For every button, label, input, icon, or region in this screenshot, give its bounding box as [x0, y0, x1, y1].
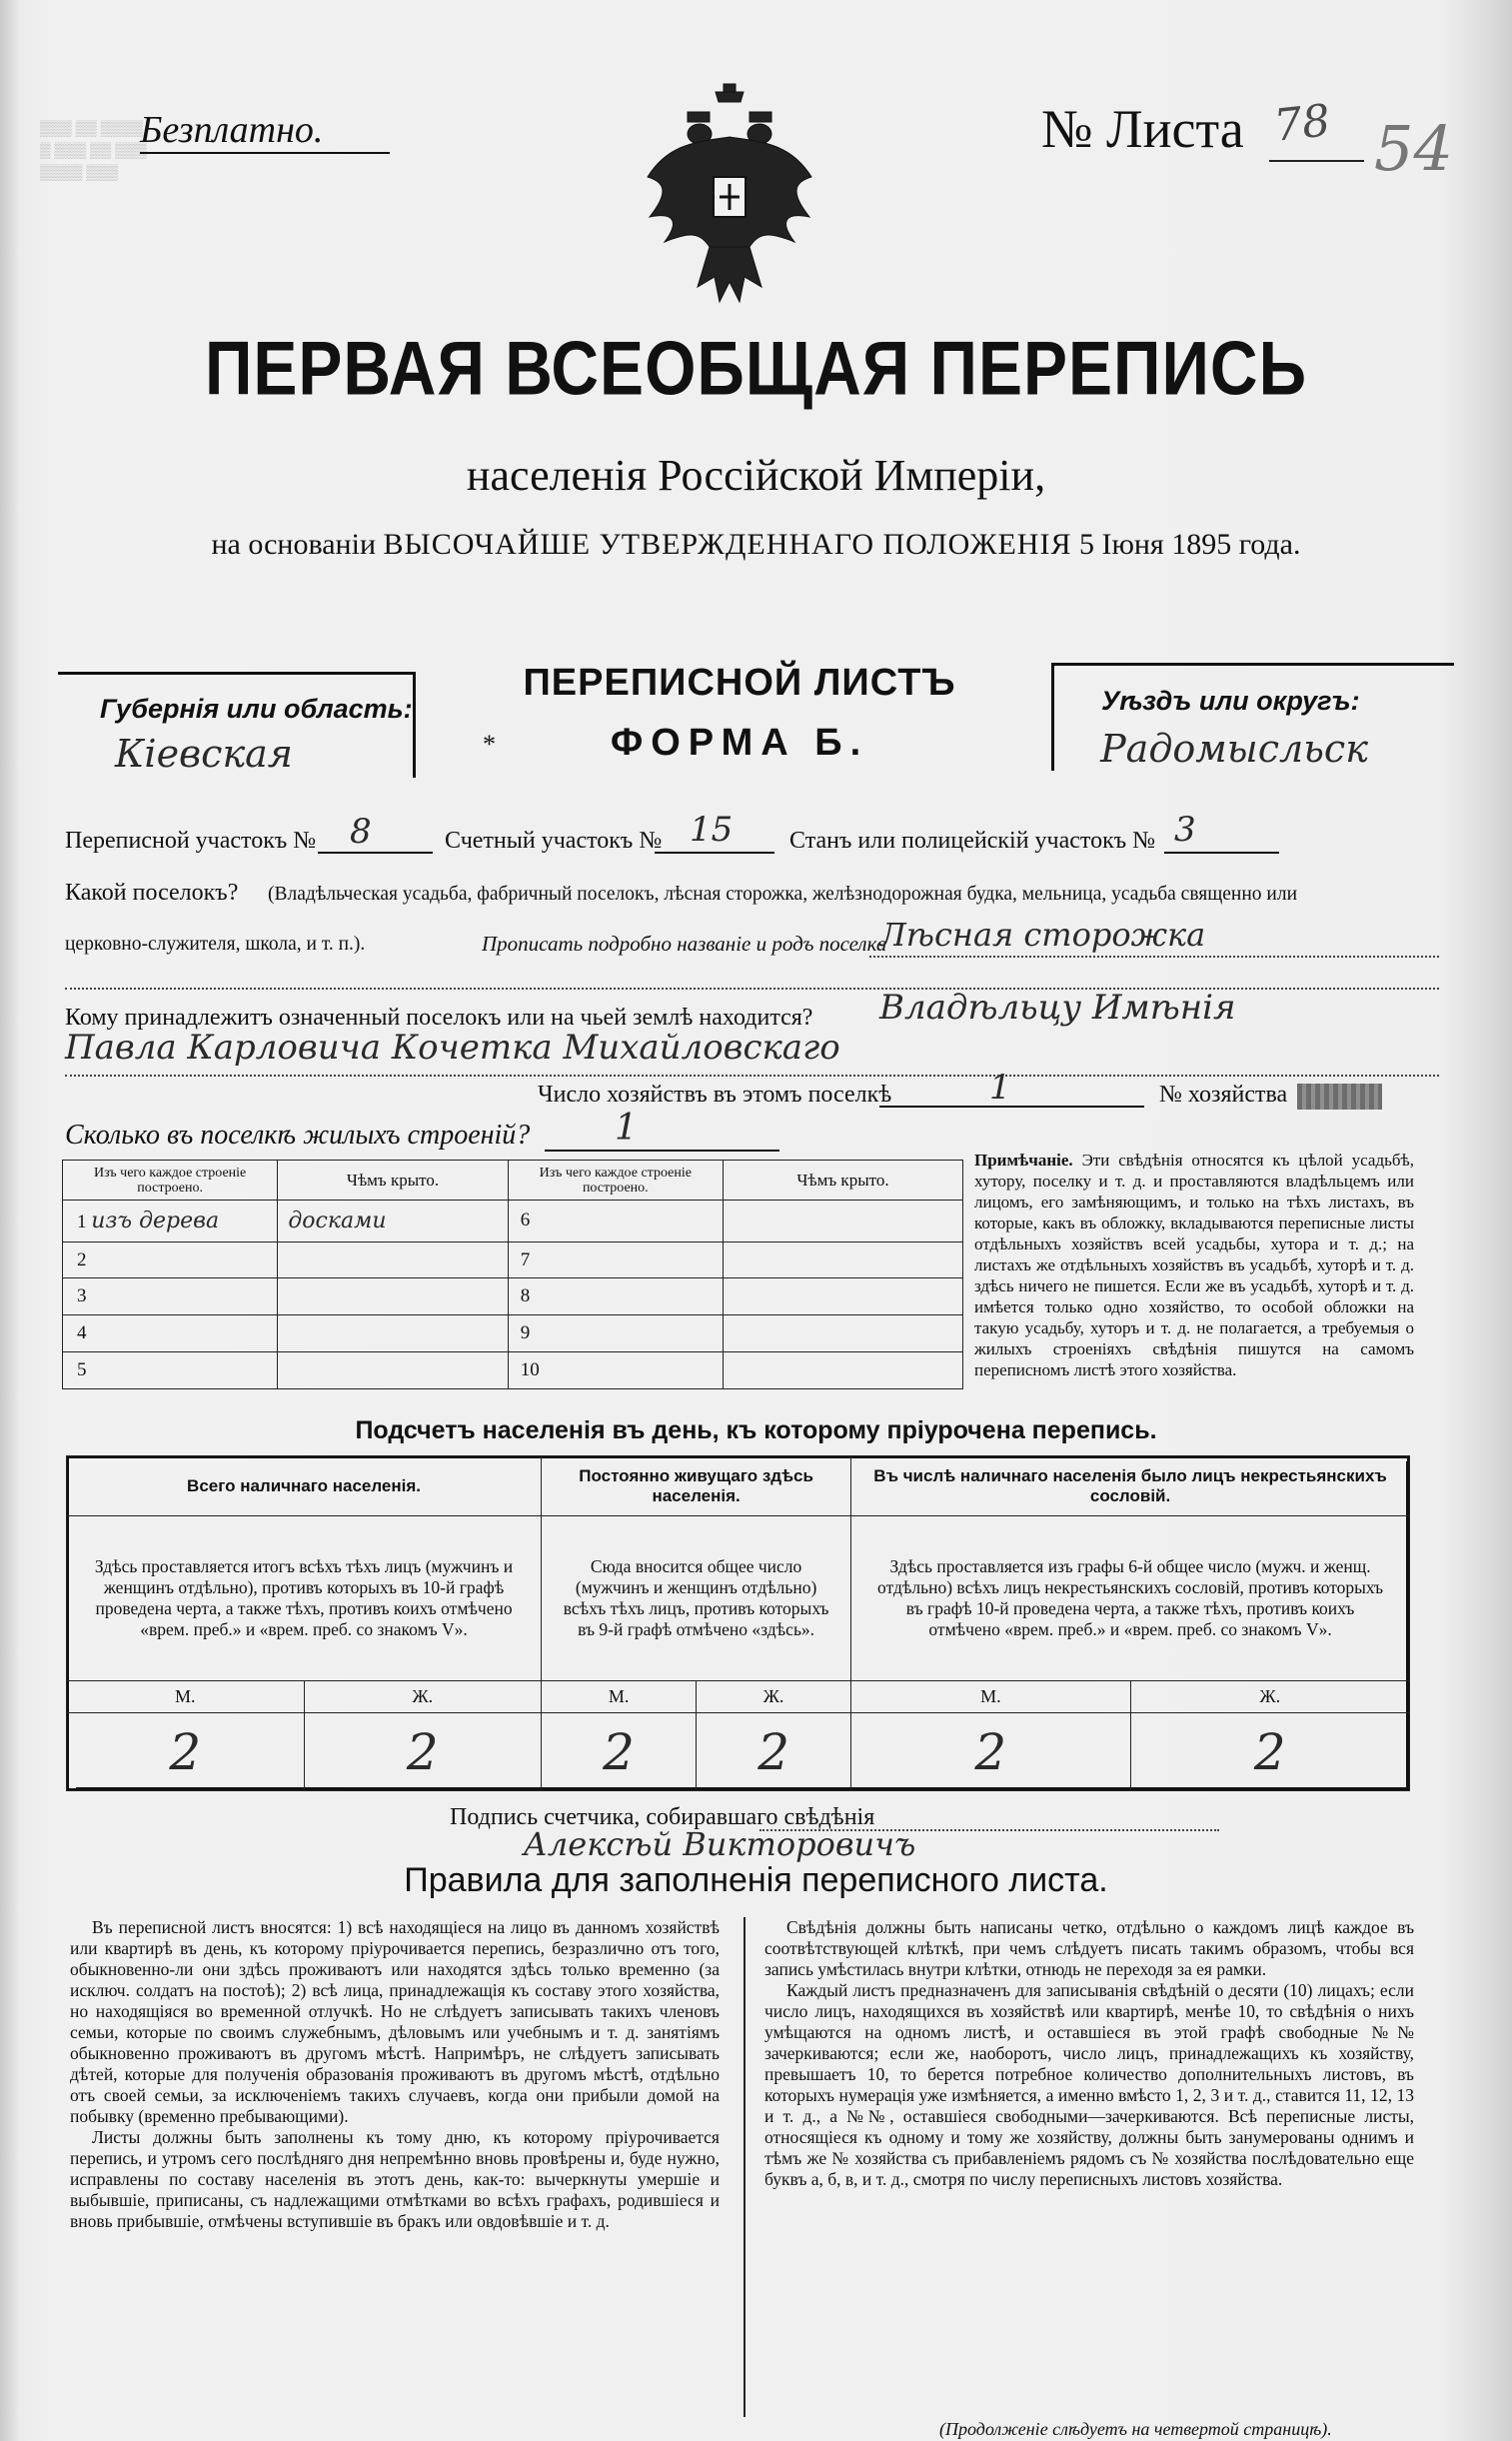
summary-text-total: Здѣсь проставляется итогъ всѣхъ тѣхъ лицъ (мужчинъ и женщинъ отдѣльно), противъ которыхъ въ 10-й графѣ проведена черта, а также тѣхъ, противъ коихъ отмѣчено «врем. преб.» и «врем. преб. со знакомъ V». — [67, 1516, 542, 1681]
continued-note: (Продолженіе слѣдуетъ на четвертой страницѣ). — [939, 2419, 1332, 2439]
count-district-value: 15 — [690, 810, 734, 850]
settlement-hint-2: церковно-служителя, школа, и т. п.). — [65, 934, 366, 955]
settlement-hint-italic: Прописать подробно названіе и родъ поселка — [482, 932, 887, 956]
households-line — [879, 1106, 1144, 1108]
row-roof — [723, 1352, 962, 1389]
double-headed-eagle-emblem — [640, 82, 819, 312]
buildings-table — [62, 1160, 963, 1389]
signature-value: Алексѣй Викторовичъ — [523, 1825, 916, 1863]
district-label: Уѣздъ или округъ: — [1101, 686, 1360, 716]
sheet-number-label: № Листа — [1041, 99, 1244, 159]
summary-m-label: М. — [851, 1681, 1130, 1713]
row-roof — [723, 1315, 962, 1352]
buildings-note — [974, 1150, 1414, 1380]
summary-total-f: 2 — [304, 1713, 542, 1791]
summary-nonpeasant-f: 2 — [1130, 1713, 1409, 1791]
settlement-line — [869, 956, 1439, 958]
sheet-number-value: 78 — [1271, 95, 1333, 152]
col-material-left: Изъ чего каждое строеніе построено. — [63, 1161, 278, 1201]
row-number: 6 — [520, 1210, 531, 1231]
col-roof-left: Чѣмъ крыто. — [278, 1161, 508, 1201]
settlement-hint-1: (Владѣльческая усадьба, фабричный поселокъ, лѣсная сторожка, желѣзнодорожная будка, мельница, усадьба священно или — [268, 884, 1298, 905]
table-row — [63, 1278, 278, 1315]
asterisk-mark: * — [483, 730, 496, 759]
table-row — [63, 1201, 278, 1242]
summary-text-nonpeasant: Здѣсь проставляется изъ графы 6-й общее число (мужч. и женщ. отдѣльно) всѣхъ лицъ некрестьянскихъ сословій, противъ которыхъ въ графѣ 10-й проведена черта, а также тѣхъ, противъ коихъ отмѣчено «врем. преб.» и «врем. преб. со знакомъ V». — [851, 1516, 1410, 1681]
buildings-value: 1 — [615, 1108, 638, 1149]
household-no-label: № хозяйства — [1159, 1082, 1288, 1108]
rules-divider — [744, 1917, 746, 2417]
col-material-right: Изъ чего каждое строеніе построено. — [508, 1161, 723, 1201]
summary-head-nonpeasant: Въ числѣ наличнаго населенія было лицъ некрестьянскихъ сословій. — [851, 1456, 1410, 1516]
count-district-line — [655, 852, 774, 854]
summary-head-permanent: Постоянно живущаго здѣсь населенія. — [542, 1456, 851, 1516]
buildings-line — [545, 1150, 779, 1152]
census-title: ПЕРВАЯ ВСЕОБЩАЯ ПЕРЕПИСЬ — [204, 325, 1308, 411]
row-number: 3 — [77, 1285, 87, 1307]
rules-paragraph: Каждый листъ предназначенъ для записыванія свѣдѣній о десяти (10) лицахъ; если число лицъ, находящихся въ хозяйствѣ или квартирѣ, менѣе 10, то свѣдѣнія о нихъ умѣщаются на одномъ листѣ, и оставшіеся въ этой графѣ свободные №№ зачеркиваются; если же, наоборотъ, число лицъ, принадлежащихъ къ хозяйству, превышаетъ 10, то берется потребное количество дополнительныхъ листовъ, въ которыхъ нумерація уже измѣняется, а именно вмѣсто 1, 2, 3 и т. д., ставится 11, 12, 13 и т. д., а №№, оставшіеся свободными—зачеркиваются. Всѣ переписные листы, относящіеся къ одному и тому же хозяйству, должны быть занумерованы однимъ и тѣмъ же № хозяйства съ прибавленіемъ рядомъ съ № хозяйства послѣдовательно еще буквъ а, б, в, и т. д., смотря по числу переписныхъ листовъ хозяйства. — [764, 1980, 1414, 2189]
summary-head-total: Всего наличнаго населенія. — [67, 1456, 542, 1516]
summary-text-permanent: Сюда вносится общее число (мужчинъ и женщинъ отдѣльно) всѣхъ тѣхъ лицъ, противъ которыхъ въ 9-й графѣ отмѣчено «здѣсь». — [542, 1516, 851, 1681]
table-row — [508, 1241, 723, 1278]
row-roof — [278, 1315, 508, 1352]
summary-f-label: Ж. — [304, 1681, 542, 1713]
summary-table — [66, 1455, 1410, 1791]
row-roof — [278, 1241, 508, 1278]
row-number: 2 — [77, 1248, 87, 1270]
census-district-line — [318, 852, 433, 854]
bleed-through-text: ▒▒▒ ▒▒ ▒▒▒▒ ▒ ▒▒▒ ▒▒ ▒▒▒ ▒▒▒▒ ▒▒▒ — [40, 121, 147, 181]
row-number: 8 — [520, 1285, 531, 1307]
rules-paragraph: Свѣдѣнія должны быть написаны четко, отдѣльно о каждомъ лицѣ каждое въ соотвѣтствующей клѣткѣ, при чемъ слѣдуетъ писать такимъ образомъ, чтобы вся запись умѣстилась внутри клѣтки, отнюдь не переходя за ея рамки. — [764, 1917, 1414, 1979]
district-value: Радомысльск — [1100, 727, 1368, 771]
row-number: 1 — [77, 1211, 87, 1232]
table-row — [508, 1278, 723, 1315]
row-roof: досками — [278, 1201, 508, 1242]
households-label: Число хозяйствъ въ этомъ поселкѣ — [538, 1082, 892, 1108]
row-number: 10 — [520, 1359, 540, 1381]
note-text: Эти свѣдѣнія относятся къ цѣлой усадьбѣ, хутору, поселку и т. д. и проставляются владѣльцемъ или лицомъ, его замѣняющимъ, и только на тѣхъ листахъ, въ которые, какъ въ обложку, вкладываются переписные листы отдѣльныхъ хозяйствъ всей усадьбы, хутора и т. д.; на листахъ же отдѣльныхъ хозяйствъ въ усадьбѣ, хуторѣ и т. д. здѣсь ничего не пишется. Если же въ усадьбѣ, хуторѣ и т. д. имѣется только одно хозяйство, то особой обложки на такую усадьбу, хуторъ и т. д. не полагается, а требуемыя о жилыхъ строеніяхъ свѣдѣнія пишутся на самомъ переписномъ листѣ этого хозяйства. — [974, 1151, 1414, 1379]
row-roof — [278, 1352, 508, 1389]
row-number: 5 — [77, 1359, 87, 1381]
row-number: 7 — [520, 1248, 531, 1270]
summary-permanent-f: 2 — [697, 1713, 851, 1791]
summary-f-label: Ж. — [1130, 1681, 1409, 1713]
summary-permanent-m: 2 — [542, 1713, 697, 1791]
summary-f-label: Ж. — [697, 1681, 851, 1713]
buildings-label: Сколько въ поселкѣ жилыхъ строеній? — [65, 1120, 531, 1151]
signature-label: Подпись счетчика, собиравшаго свѣдѣнія — [450, 1804, 875, 1830]
row-number: 4 — [77, 1322, 87, 1344]
stan-label: Станъ или полицейскій участокъ № — [789, 828, 1156, 854]
table-row — [63, 1315, 278, 1352]
form-subheading: ФОРМА Б. — [610, 722, 869, 764]
free-label: Безплатно. — [140, 109, 324, 151]
settlement-value: Лѣсная сторожка — [879, 916, 1206, 954]
census-subtitle: населенія Россійской Имперіи, — [466, 451, 1046, 500]
col-roof-right: Чѣмъ крыто. — [723, 1161, 962, 1201]
row-roof — [723, 1278, 962, 1315]
households-value: 1 — [989, 1068, 1011, 1108]
sheet-number-stamp: 54 — [1374, 112, 1453, 185]
row-roof — [723, 1201, 962, 1242]
table-row — [508, 1352, 723, 1389]
sheet-number-underline — [1269, 160, 1364, 162]
owner-value-2: Павла Карловича Кочетка Михайловскаго — [65, 1028, 840, 1068]
table-row — [63, 1352, 278, 1389]
province-label: Губернія или область: — [100, 694, 413, 724]
census-district-value: 8 — [350, 812, 372, 852]
summary-m-label: М. — [67, 1681, 305, 1713]
row-roof — [723, 1241, 962, 1278]
summary-nonpeasant-m: 2 — [851, 1713, 1130, 1791]
free-underline — [140, 152, 390, 154]
stan-line — [1164, 852, 1279, 854]
row-material: изъ дерева — [91, 1208, 220, 1233]
summary-total-m: 2 — [67, 1713, 305, 1791]
stan-value: 3 — [1174, 810, 1196, 850]
province-value: Кіевская — [115, 732, 293, 776]
basis-date: 5 Іюня 1895 года. — [1078, 528, 1301, 561]
table-row — [63, 1241, 278, 1278]
summary-title: Подсчетъ населенія въ день, къ которому пріурочена перепись. — [355, 1416, 1157, 1444]
basis-prefix: на основаніи — [211, 528, 377, 561]
rules-right-column — [764, 1917, 1414, 2190]
row-number: 9 — [520, 1322, 531, 1344]
owner-value-1: Владѣльцу Имѣнія — [879, 988, 1236, 1028]
rules-paragraph: Въ переписной листъ вносятся: 1) всѣ находящіеся на лицо въ данномъ хозяйствѣ или квартирѣ въ день, къ которому пріурочивается перепись, безразлично отъ того, обыкновенно-ли они здѣсь проживаютъ или находятся здѣсь только временно (за исключ. солдатъ на постоѣ); 2) всѣ лица, принадлежащія къ составу этого хозяйства, но находящіяся во временной отлучкѣ. Но не слѣдуетъ записывать такихъ членовъ семьи, которые по своимъ служебнымъ, дѣловымъ или учебнымъ и т. д. занятіямъ обыкновенно проживаютъ въ другомъ мѣстѣ. Напримѣръ, не слѣдуетъ записывать дѣтей, которые для полученія образованія проживаютъ въ другомъ мѣстѣ, отдѣльно отъ своей семьи, за исключеніемъ такихъ случаевъ, когда они прибыли домой на побывку (временно пребывающими). — [70, 1917, 720, 2126]
table-row — [508, 1315, 723, 1352]
count-district-label: Счетный участокъ № — [445, 828, 663, 854]
owner-label: Кому принадлежитъ означенный поселокъ или на чьей землѣ находится? — [65, 1005, 813, 1031]
table-row — [508, 1201, 723, 1242]
owner-line — [65, 1075, 1439, 1077]
settlement-label: Какой поселокъ? — [65, 880, 239, 906]
rules-paragraph: Листы должны быть заполнены къ тому дню, къ которому пріурочивается перепись, и утромъ сего послѣдняго дня непремѣнно вновь провѣрены и, буде нужно, исправлены по составу населенія въ этотъ день, как-то: вычеркнуты умершіе и выбывшіе, приписаны, съ надлежащими отмѣтками во всѣхъ графахъ, родившіеся и вновь прибывшіе, отмѣчены вступившіе въ бракъ или овдовѣвшіе и т. д. — [70, 2127, 720, 2231]
note-title: Примѣчаніе. — [974, 1151, 1073, 1170]
legal-basis — [0, 528, 1512, 562]
row-roof — [278, 1278, 508, 1315]
rules-left-column — [70, 1917, 720, 2232]
summary-m-label: М. — [542, 1681, 697, 1713]
basis-caps: ВЫСОЧАЙШЕ УТВЕРЖДЕННАГО ПОЛОЖЕНІЯ — [383, 528, 1072, 561]
census-district-label: Переписной участокъ № — [65, 828, 317, 854]
form-heading: ПЕРЕПИСНОЙ ЛИСТЪ — [523, 662, 956, 704]
household-no-redacted — [1297, 1084, 1382, 1110]
rules-title: Правила для заполненія переписного листа. — [404, 1861, 1108, 1899]
